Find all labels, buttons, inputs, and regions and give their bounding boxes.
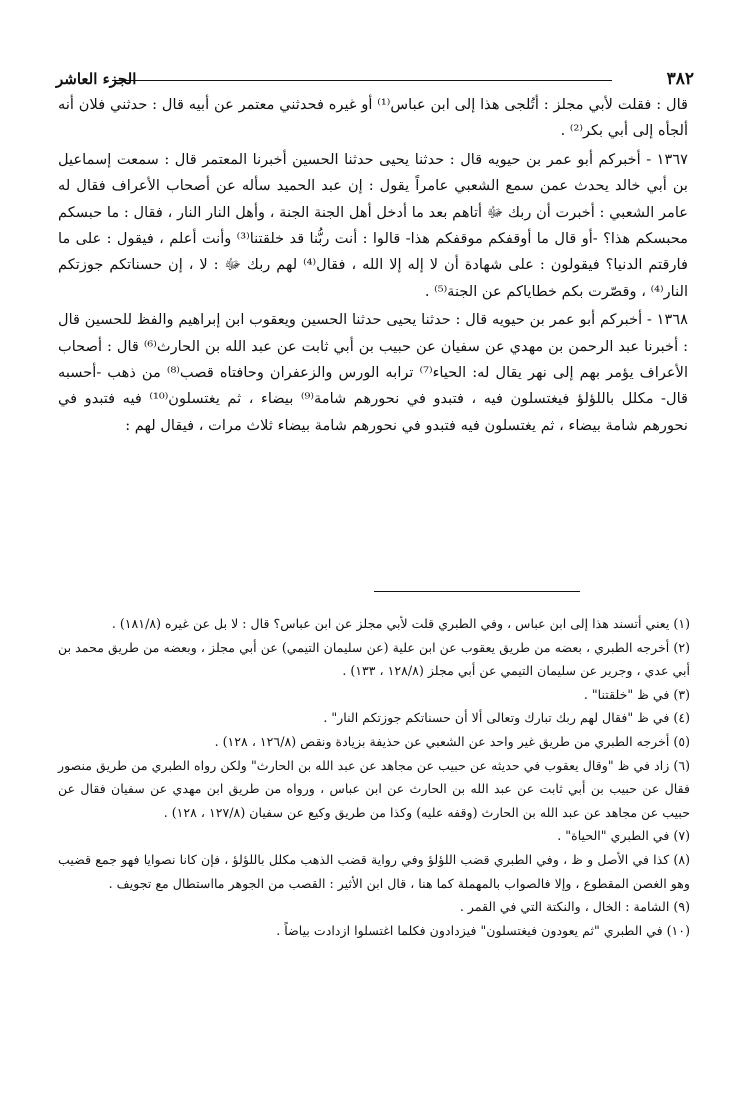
paragraph-1368: ١٣٦٨ - أخبركم أبو عمر بن حيويه قال : حدثنا يحيى حدثنا الحسين ويعقوب ابن إبراهيم والفظ للحسين قال : أخبرنا عبد الرحمن بن مهدي عن سفيان عن حبيب بن أبي ثابت عن عبد الله بن الحارث⁽⁶⁾ قال : أصحاب الأعراف يؤمر بهم إلى نهر يقال له: الحياء⁽⁷⁾ ترابه الورس والزعفران وحافتاه قصب⁽⁸⁾ من ذهب -أحسبه قال- مكلل باللؤلؤ فيغتسلون فيه ، فتبدو في نحورهم شامة⁽⁹⁾ بيضاء ، ثم يغتسلون⁽¹⁰⁾ فيه فتبدو في نحورهم شامة بيضاء ، ثم يغتسلون فيه فتبدو في نحورهم شامة بيضاء ثلاث مرات ، فيقال لهم : (58, 311, 688, 434)
footnote-8: (٨) كذا في الأصل و ظ ، وفي الطبري قضب اللؤلؤ وفي رواية قضب الذهب مكلل باللؤلؤ ، فإن كانا نصوايا فهو جمع قضيب وهو الغصن المقطوع ، وإلا فالصواب بالمهملة كما هنا ، قال ابن الأثير : القصب من الجوهر مااستطال مع تجويف . (58, 851, 690, 891)
footnote-1: (١) يعني أتسند هذا إلى ابن عباس ، وفي الطبري قلت لأبي مجلز عن ابن عباس؟ قال : لا بل عن غيره (١٨١/٨) . (111, 616, 690, 631)
footnote-4: (٤) في ظ "فقال لهم ربك تبارك وتعالى ألا أن حسناتكم جوزتكم النار" . (323, 710, 690, 726)
footnote-5: (٥) أخرجه الطبري من طريق غير واحد عن الشعبي عن حذيفة بزيادة ونقص (١٢٦/٨ ، ١٢٨) . (214, 733, 690, 749)
page-header (56, 66, 694, 92)
paragraph-continuation: قال : فقلت لأبي مجلز : أتُلجى هذا إلى ابن عباس⁽¹⁾ أو غيره فحدثني معتمر عن أبيه قال : حدثني فلان أنه ألجأه إلى أبي بكر⁽²⁾ . (58, 96, 688, 140)
footnote-9: (٩) الشامة : الخال ، والنكتة التي في القمر . (459, 899, 690, 915)
main-text (58, 92, 688, 439)
footnote-6: (٦) زاد في ظ "وقال يعقوب في حديثه عن حبيب عن مجاهد عن عبد الله بن الحارث" ولكن رواه الطبري من طريق منصور فقال عن حبيب بن أبي ثابت عن عبد الله بن الحارث عن ابن عباس ، ورواه من طريق ابن مهدي عن سفيان فقال عن حبيب عن مجاهد عن عبد الله بن الحارث (وقفه عليه) وكذا من طريق وكيع عن سفيان (١٢٧/٨ ، ١٢٨) . (58, 757, 690, 820)
header-rule (112, 80, 612, 81)
page-number: ٣٨٢ (666, 69, 694, 89)
paragraph-1367: ١٣٦٧ - أخبركم أبو عمر بن حيويه قال : حدثنا يحيى حدثنا الحسين أخبرنا المعتمر قال : سمعت إسماعيل بن أبي خالد يحدث عمن سمع الشعبي عامراً يقول : إن عبد الحميد سأله عن أصحاب الأعراف فقال له عامر الشعبي : أخبرت أن ربك ﷻ أتاهم بعد ما أدخل أهل الجنة الجنة ، وأهل النار النار ، فقال : ما حبسكم محبسكم هذا؟ -أو قال ما أوقفكم موقفكم هذا- قالوا : أنت ربُّنا قد خلقتنا⁽³⁾ وأنت أعلم ، فيقول : على ما فارقتم الدنيا؟ فيقولون : على شهادة أن لا إله إلا الله ، فقال⁽⁴⁾ لهم ربك ﷻ : لا ، إن حسناتكم جوزتكم النار⁽⁴⁾ ، وقصّرت بكم خطاياكم عن الجنة⁽⁵⁾ . (58, 150, 688, 300)
footnote-3: (٣) في ظ "خلقتنا" . (583, 686, 690, 702)
footnote-separator (374, 591, 580, 592)
footnotes (58, 612, 690, 942)
footnote-7: (٧) في الطبري "الحياة" . (557, 828, 690, 844)
footnote-2: (٢) أخرجه الطبري ، بعضه من طريق يعقوب عن ابن علية (عن سليمان التيمي) عن أبي مجلز ، وبعضه من طريق محمد بن أبي عدي ، وجرير عن سليمان التيمي عن أبي مجلز (١٢٨/٨ ، ١٣٣) . (58, 639, 690, 679)
footnote-10: (١٠) في الطبري "ثم يعودون فيغتسلون" فيزدادون فكلما اغتسلوا ازدادت بياضاً . (276, 922, 690, 938)
running-title: الجزء العاشر (56, 70, 137, 88)
